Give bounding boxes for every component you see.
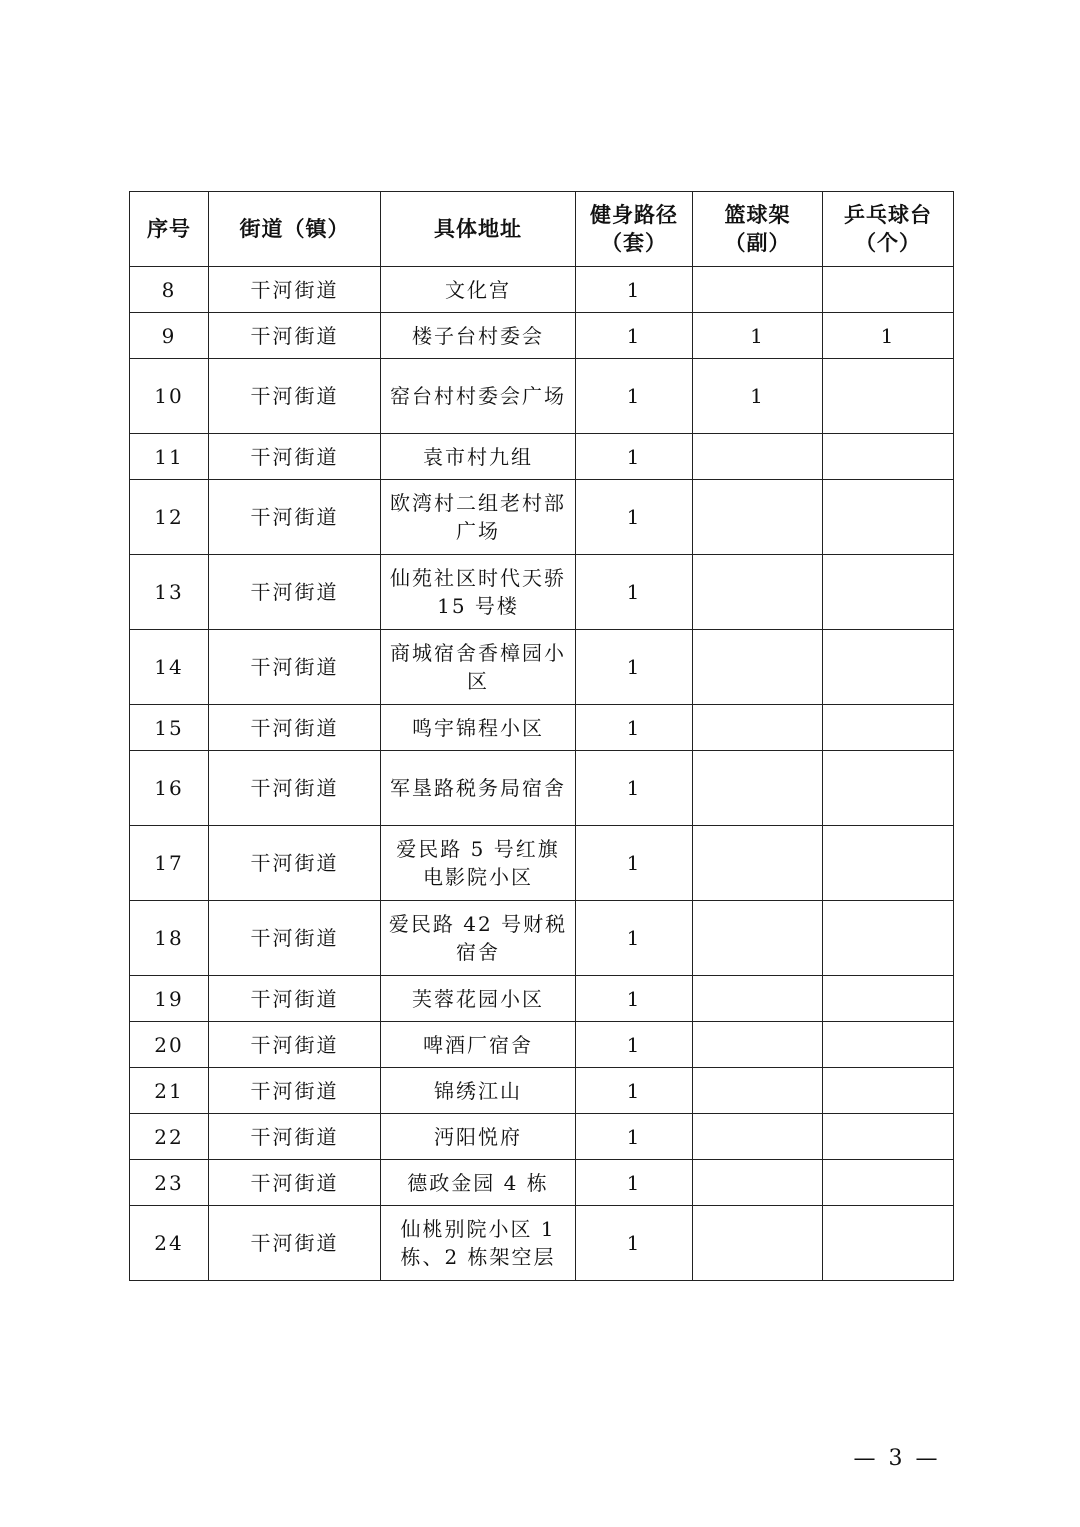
cell-basketball [693, 480, 823, 555]
table-row [130, 630, 954, 705]
cell-basketball [693, 555, 823, 630]
cell-fitness: 1 [576, 705, 693, 751]
cell-street: 干河街道 [209, 1068, 381, 1114]
cell-basketball: 1 [693, 313, 823, 359]
cell-street: 干河街道 [209, 976, 381, 1022]
table-row [130, 1068, 954, 1114]
cell-no: 13 [130, 555, 209, 630]
table-row [130, 705, 954, 751]
cell-street: 干河街道 [209, 1160, 381, 1206]
cell-basketball [693, 901, 823, 976]
cell-pingpong [823, 434, 954, 480]
cell-pingpong [823, 1114, 954, 1160]
cell-basketball [693, 976, 823, 1022]
cell-street: 干河街道 [209, 901, 381, 976]
cell-pingpong: 1 [823, 313, 954, 359]
cell-address: 爱民路 42 号财税宿舍 [381, 901, 576, 976]
cell-address: 芙蓉花园小区 [381, 976, 576, 1022]
cell-address: 袁市村九组 [381, 434, 576, 480]
table-row [130, 826, 954, 901]
cell-fitness: 1 [576, 1022, 693, 1068]
cell-fitness: 1 [576, 267, 693, 313]
table-row [130, 901, 954, 976]
cell-basketball [693, 630, 823, 705]
table-row [130, 267, 954, 313]
table-row [130, 976, 954, 1022]
cell-no: 20 [130, 1022, 209, 1068]
header-address: 具体地址 [381, 192, 576, 267]
cell-pingpong [823, 555, 954, 630]
cell-fitness: 1 [576, 901, 693, 976]
cell-fitness: 1 [576, 555, 693, 630]
cell-address: 鸣宇锦程小区 [381, 705, 576, 751]
cell-pingpong [823, 826, 954, 901]
cell-pingpong [823, 267, 954, 313]
cell-street: 干河街道 [209, 705, 381, 751]
cell-fitness: 1 [576, 359, 693, 434]
cell-street: 干河街道 [209, 630, 381, 705]
cell-no: 18 [130, 901, 209, 976]
cell-fitness: 1 [576, 630, 693, 705]
cell-pingpong [823, 630, 954, 705]
table-row [130, 1206, 954, 1281]
table-header-row [130, 192, 954, 267]
cell-address: 军垦路税务局宿舍 [381, 751, 576, 826]
table-row [130, 1114, 954, 1160]
table-row [130, 1022, 954, 1068]
cell-street: 干河街道 [209, 751, 381, 826]
cell-street: 干河街道 [209, 480, 381, 555]
cell-pingpong [823, 1206, 954, 1281]
cell-address: 沔阳悦府 [381, 1114, 576, 1160]
cell-no: 19 [130, 976, 209, 1022]
table-row [130, 313, 954, 359]
cell-basketball [693, 751, 823, 826]
cell-address: 文化宫 [381, 267, 576, 313]
cell-address: 楼子台村委会 [381, 313, 576, 359]
cell-pingpong [823, 1068, 954, 1114]
cell-street: 干河街道 [209, 267, 381, 313]
cell-pingpong [823, 705, 954, 751]
table-row [130, 751, 954, 826]
header-no: 序号 [130, 192, 209, 267]
facility-table [129, 191, 954, 1281]
cell-fitness: 1 [576, 1160, 693, 1206]
cell-no: 14 [130, 630, 209, 705]
cell-no: 15 [130, 705, 209, 751]
cell-address: 啤酒厂宿舍 [381, 1022, 576, 1068]
table-row [130, 434, 954, 480]
cell-fitness: 1 [576, 976, 693, 1022]
cell-basketball: 1 [693, 359, 823, 434]
cell-no: 17 [130, 826, 209, 901]
table-row [130, 480, 954, 555]
cell-address: 爱民路 5 号红旗电影院小区 [381, 826, 576, 901]
cell-fitness: 1 [576, 1206, 693, 1281]
cell-pingpong [823, 1022, 954, 1068]
table-row [130, 359, 954, 434]
cell-pingpong [823, 480, 954, 555]
cell-address: 窑台村村委会广场 [381, 359, 576, 434]
cell-fitness: 1 [576, 826, 693, 901]
cell-basketball [693, 1206, 823, 1281]
cell-basketball [693, 1068, 823, 1114]
cell-street: 干河街道 [209, 826, 381, 901]
cell-basketball [693, 434, 823, 480]
header-fitness: 健身路径（套） [576, 192, 693, 267]
cell-address: 德政金园 4 栋 [381, 1160, 576, 1206]
cell-basketball [693, 1022, 823, 1068]
cell-fitness: 1 [576, 480, 693, 555]
header-street: 街道（镇） [209, 192, 381, 267]
cell-pingpong [823, 901, 954, 976]
cell-no: 9 [130, 313, 209, 359]
cell-basketball [693, 267, 823, 313]
cell-fitness: 1 [576, 1114, 693, 1160]
table-body [130, 267, 954, 1281]
cell-no: 16 [130, 751, 209, 826]
header-pingpong: 乒乓球台（个） [823, 192, 954, 267]
cell-pingpong [823, 976, 954, 1022]
cell-street: 干河街道 [209, 434, 381, 480]
header-basketball: 篮球架（副） [693, 192, 823, 267]
cell-street: 干河街道 [209, 313, 381, 359]
cell-pingpong [823, 1160, 954, 1206]
cell-fitness: 1 [576, 434, 693, 480]
cell-basketball [693, 705, 823, 751]
cell-street: 干河街道 [209, 1206, 381, 1281]
cell-fitness: 1 [576, 1068, 693, 1114]
cell-address: 商城宿舍香樟园小区 [381, 630, 576, 705]
cell-pingpong [823, 359, 954, 434]
cell-no: 22 [130, 1114, 209, 1160]
cell-street: 干河街道 [209, 1022, 381, 1068]
cell-street: 干河街道 [209, 359, 381, 434]
cell-pingpong [823, 751, 954, 826]
cell-no: 21 [130, 1068, 209, 1114]
cell-address: 欧湾村二组老村部广场 [381, 480, 576, 555]
cell-address: 锦绣江山 [381, 1068, 576, 1114]
cell-no: 8 [130, 267, 209, 313]
cell-street: 干河街道 [209, 555, 381, 630]
cell-no: 12 [130, 480, 209, 555]
cell-address: 仙桃别院小区 1 栋、2 栋架空层 [381, 1206, 576, 1281]
page-number: — 3 — [853, 1446, 941, 1471]
cell-no: 24 [130, 1206, 209, 1281]
cell-no: 11 [130, 434, 209, 480]
cell-fitness: 1 [576, 313, 693, 359]
cell-fitness: 1 [576, 751, 693, 826]
cell-address: 仙苑社区时代天骄 15 号楼 [381, 555, 576, 630]
cell-street: 干河街道 [209, 1114, 381, 1160]
table-row [130, 555, 954, 630]
cell-basketball [693, 1114, 823, 1160]
cell-basketball [693, 826, 823, 901]
table-row [130, 1160, 954, 1206]
cell-no: 23 [130, 1160, 209, 1206]
cell-basketball [693, 1160, 823, 1206]
cell-no: 10 [130, 359, 209, 434]
